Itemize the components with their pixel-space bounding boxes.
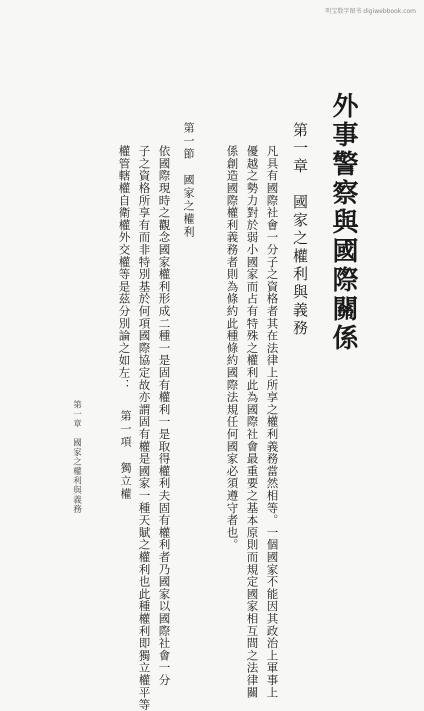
paragraph-line: 優越之勢力對於弱小國家而占有特殊之權利此為國際社會最重要之基本原則而規定國家相互間之法律關 — [245, 145, 260, 699]
paragraph-line: 凡具有國際社會一分子之資格者其在法律上所享之權利義務當然相等。一個國家不能因其政治上軍事上 — [265, 145, 280, 699]
item-heading: 第一項 獨立權 — [119, 410, 132, 501]
book-title: 外事警察與國際關係 — [328, 92, 358, 353]
watermark-text: 明宝数字图书 digiwebbook.com — [325, 8, 416, 15]
paragraph-line: 子之資格所享有而非特別基於何項國際協定故亦謂固有權是國家一種天賦之權利也此種權利即獨立權平等 — [137, 145, 152, 711]
paragraph-line: 依國際現時之觀念國家權利形成二種一是固有權利一是取得權利夫固有權利者乃國家以國際社會一分 — [157, 145, 172, 687]
page-footer: 第一章 國家之權利與義務 — [71, 400, 82, 514]
paragraph-line: 係創造國際權利義務者則為條約此種條約國際法規任何國家必須遵守者也。 — [225, 145, 240, 551]
paragraph-line: 權管轄權自衛權外交權等是茲分別論之如左： — [117, 145, 132, 391]
section-heading: 第一節 國家之權利 — [182, 122, 195, 239]
chapter-heading: 第一章 國家之權利與義務 — [291, 122, 309, 338]
